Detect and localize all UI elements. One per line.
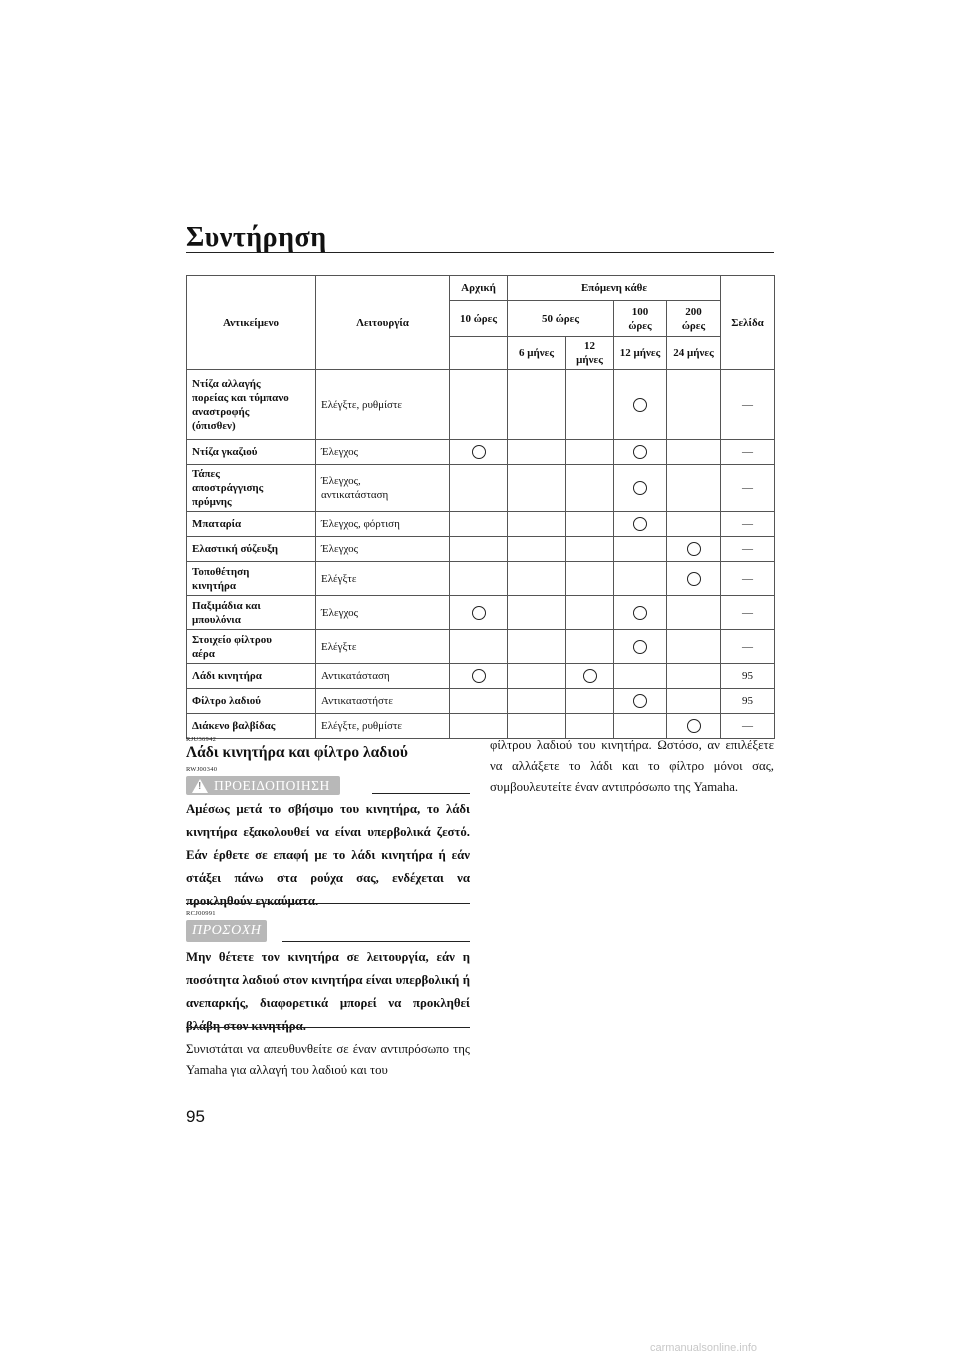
row-item: Ελαστική σύζευξη bbox=[187, 537, 316, 562]
header-empty bbox=[450, 337, 508, 370]
row-interval-cell bbox=[667, 689, 721, 714]
body-text-right: φίλτρου λαδιού του κινητήρα. Ωστόσο, αν επιλέξετε να αλλάξετε το λάδι και το φίλτρο μόνοι σας, συμβουλευτείτε έναν αντιπρόσωπο της Yamaha. bbox=[490, 738, 774, 794]
page-title: Συντήρηση bbox=[186, 222, 327, 253]
row-interval-cell bbox=[614, 440, 667, 465]
row-interval-cell bbox=[614, 596, 667, 630]
header-operation: Λειτουργία bbox=[316, 276, 450, 370]
notice-text: Μην θέτετε τον κινητήρα σε λειτουργία, εάν η ποσότητα λαδιού στον κινητήρα είναι υπερβολική ή ανεπαρκής, διαφορετικά μπορεί να προκληθεί βλάβη στον κινητήρα. bbox=[186, 950, 470, 1033]
row-operation: Έλεγχος bbox=[316, 596, 450, 630]
header-12m-a: 12 μήνες bbox=[566, 337, 614, 370]
circle-mark-icon bbox=[633, 445, 647, 459]
circle-mark-icon bbox=[633, 606, 647, 620]
header-initial: Αρχική bbox=[450, 276, 508, 301]
circle-mark-icon bbox=[633, 517, 647, 531]
row-page: — bbox=[721, 630, 775, 664]
row-operation: Ελέγξτε bbox=[316, 630, 450, 664]
row-interval-cell bbox=[566, 562, 614, 596]
row-interval-cell bbox=[508, 370, 566, 440]
circle-mark-icon bbox=[687, 542, 701, 556]
row-interval-cell bbox=[614, 664, 667, 689]
circle-mark-icon bbox=[633, 481, 647, 495]
row-item: Ντίζα γκαζιού bbox=[187, 440, 316, 465]
row-item: Ντίζα αλλαγής πορείας και τύμπανο αναστροφής (όπισθεν) bbox=[187, 370, 316, 440]
row-interval-cell bbox=[450, 440, 508, 465]
row-operation: Ελέγξτε, ρυθμίστε bbox=[316, 714, 450, 739]
row-interval-cell bbox=[508, 465, 566, 512]
table-row bbox=[187, 370, 775, 440]
row-item: Παξιμάδια και μπουλόνια bbox=[187, 596, 316, 630]
warning-label: ΠΡΟΕΙΔΟΠΟΙΗΣΗ bbox=[214, 777, 330, 793]
row-interval-cell bbox=[667, 596, 721, 630]
row-interval-cell bbox=[614, 465, 667, 512]
row-interval-cell bbox=[450, 370, 508, 440]
row-interval-cell bbox=[566, 689, 614, 714]
table-row bbox=[187, 664, 775, 689]
header-100h: 100 ώρες bbox=[614, 301, 667, 337]
circle-mark-icon bbox=[472, 445, 486, 459]
row-interval-cell bbox=[508, 664, 566, 689]
row-operation: Έλεγχος, αντικατάσταση bbox=[316, 465, 450, 512]
row-interval-cell bbox=[508, 440, 566, 465]
row-item: Μπαταρία bbox=[187, 512, 316, 537]
row-interval-cell bbox=[614, 370, 667, 440]
row-interval-cell bbox=[614, 630, 667, 664]
row-interval-cell bbox=[450, 664, 508, 689]
notice-rule-top bbox=[282, 941, 470, 942]
row-interval-cell bbox=[508, 562, 566, 596]
row-page: — bbox=[721, 440, 775, 465]
row-interval-cell bbox=[566, 537, 614, 562]
section-code: RJU36942 bbox=[186, 736, 217, 743]
table-row bbox=[187, 512, 775, 537]
row-page: 95 bbox=[721, 689, 775, 714]
row-interval-cell bbox=[450, 512, 508, 537]
row-interval-cell bbox=[667, 537, 721, 562]
header-item: Αντικείμενο bbox=[187, 276, 316, 370]
row-interval-cell bbox=[508, 630, 566, 664]
row-interval-cell bbox=[450, 630, 508, 664]
notice-badge: ΠΡΟΣΟΧΗ bbox=[186, 920, 267, 942]
row-interval-cell bbox=[614, 689, 667, 714]
row-interval-cell bbox=[667, 370, 721, 440]
row-page: — bbox=[721, 537, 775, 562]
row-page: — bbox=[721, 714, 775, 739]
warning-code: RWJ00340 bbox=[186, 766, 218, 773]
circle-mark-icon bbox=[633, 640, 647, 654]
warning-badge bbox=[186, 776, 340, 795]
header-24m: 24 μήνες bbox=[667, 337, 721, 370]
header-every: Επόμενη κάθε bbox=[508, 276, 721, 301]
circle-mark-icon bbox=[633, 694, 647, 708]
row-interval-cell bbox=[450, 596, 508, 630]
header-page: Σελίδα bbox=[721, 276, 775, 370]
row-interval-cell bbox=[566, 370, 614, 440]
row-interval-cell bbox=[566, 630, 614, 664]
row-item: Τάπες αποστράγγισης πρύμνης bbox=[187, 465, 316, 512]
row-interval-cell bbox=[566, 596, 614, 630]
row-interval-cell bbox=[614, 537, 667, 562]
row-operation: Έλεγχος, φόρτιση bbox=[316, 512, 450, 537]
row-operation: Ελέγξτε bbox=[316, 562, 450, 596]
warning-rule-top bbox=[372, 793, 470, 794]
row-interval-cell bbox=[508, 512, 566, 537]
row-interval-cell bbox=[566, 465, 614, 512]
row-interval-cell bbox=[450, 537, 508, 562]
row-interval-cell bbox=[614, 512, 667, 537]
circle-mark-icon bbox=[633, 398, 647, 412]
row-item: Λάδι κινητήρα bbox=[187, 664, 316, 689]
row-interval-cell bbox=[566, 512, 614, 537]
row-interval-cell bbox=[667, 440, 721, 465]
row-interval-cell bbox=[450, 465, 508, 512]
table-row bbox=[187, 440, 775, 465]
row-operation: Αντικαταστήστε bbox=[316, 689, 450, 714]
row-interval-cell bbox=[667, 465, 721, 512]
table-row bbox=[187, 689, 775, 714]
row-operation: Ελέγξτε, ρυθμίστε bbox=[316, 370, 450, 440]
row-interval-cell bbox=[450, 689, 508, 714]
watermark: carmanualsonline.info bbox=[650, 1342, 758, 1354]
page-number: 95 bbox=[186, 1107, 205, 1126]
table-row bbox=[187, 562, 775, 596]
title-rule bbox=[186, 252, 774, 253]
row-item: Φίλτρο λαδιού bbox=[187, 689, 316, 714]
section-heading: Λάδι κινητήρα και φίλτρο λαδιού bbox=[186, 744, 408, 761]
row-operation: Έλεγχος bbox=[316, 440, 450, 465]
row-interval-cell bbox=[667, 664, 721, 689]
row-item: Διάκενο βαλβίδας bbox=[187, 714, 316, 739]
table-row bbox=[187, 537, 775, 562]
circle-mark-icon bbox=[472, 606, 486, 620]
row-page: — bbox=[721, 562, 775, 596]
circle-mark-icon bbox=[583, 669, 597, 683]
table-body bbox=[187, 370, 775, 739]
row-operation: Αντικατάσταση bbox=[316, 664, 450, 689]
table-row bbox=[187, 596, 775, 630]
maintenance-table bbox=[186, 275, 775, 739]
row-interval-cell bbox=[508, 596, 566, 630]
notice-rule-bottom bbox=[186, 1027, 470, 1028]
row-interval-cell bbox=[508, 689, 566, 714]
row-interval-cell bbox=[667, 512, 721, 537]
notice-code: RCJ00991 bbox=[186, 910, 216, 917]
row-interval-cell bbox=[667, 562, 721, 596]
header-10h: 10 ώρες bbox=[450, 301, 508, 337]
table-row bbox=[187, 630, 775, 664]
header-200h: 200 ώρες bbox=[667, 301, 721, 337]
row-page: — bbox=[721, 512, 775, 537]
warning-rule-bottom bbox=[186, 903, 470, 904]
row-item: Στοιχείο φίλτρου αέρα bbox=[187, 630, 316, 664]
row-page: — bbox=[721, 465, 775, 512]
row-operation: Έλεγχος bbox=[316, 537, 450, 562]
row-interval-cell bbox=[667, 630, 721, 664]
header-50h: 50 ώρες bbox=[508, 301, 614, 337]
row-interval-cell bbox=[566, 664, 614, 689]
warning-text: Αμέσως μετά το σβήσιμο του κινητήρα, το λάδι κινητήρα εξακολουθεί να είναι υπερβολικά ζεστό. Εάν έρθετε σε επαφή με το λάδι κινητήρα ή εάν στάξει πάνω στα ρούχα σας, ενδέχεται να προκληθούν εγκαύματα. bbox=[186, 802, 470, 908]
circle-mark-icon bbox=[472, 669, 486, 683]
body-text-left: Συνιστάται να απευθυνθείτε σε έναν αντιπρόσωπο της Yamaha για αλλαγή του λαδιού και του bbox=[186, 1042, 470, 1077]
row-page: — bbox=[721, 596, 775, 630]
circle-mark-icon bbox=[687, 572, 701, 586]
table-row bbox=[187, 465, 775, 512]
row-item: Τοποθέτηση κινητήρα bbox=[187, 562, 316, 596]
circle-mark-icon bbox=[687, 719, 701, 733]
header-6m: 6 μήνες bbox=[508, 337, 566, 370]
row-interval-cell bbox=[508, 537, 566, 562]
row-interval-cell bbox=[566, 440, 614, 465]
row-interval-cell bbox=[450, 562, 508, 596]
row-page: 95 bbox=[721, 664, 775, 689]
header-12m-b: 12 μήνες bbox=[614, 337, 667, 370]
row-page: — bbox=[721, 370, 775, 440]
row-interval-cell bbox=[614, 562, 667, 596]
warning-triangle-icon: ! bbox=[192, 779, 208, 793]
